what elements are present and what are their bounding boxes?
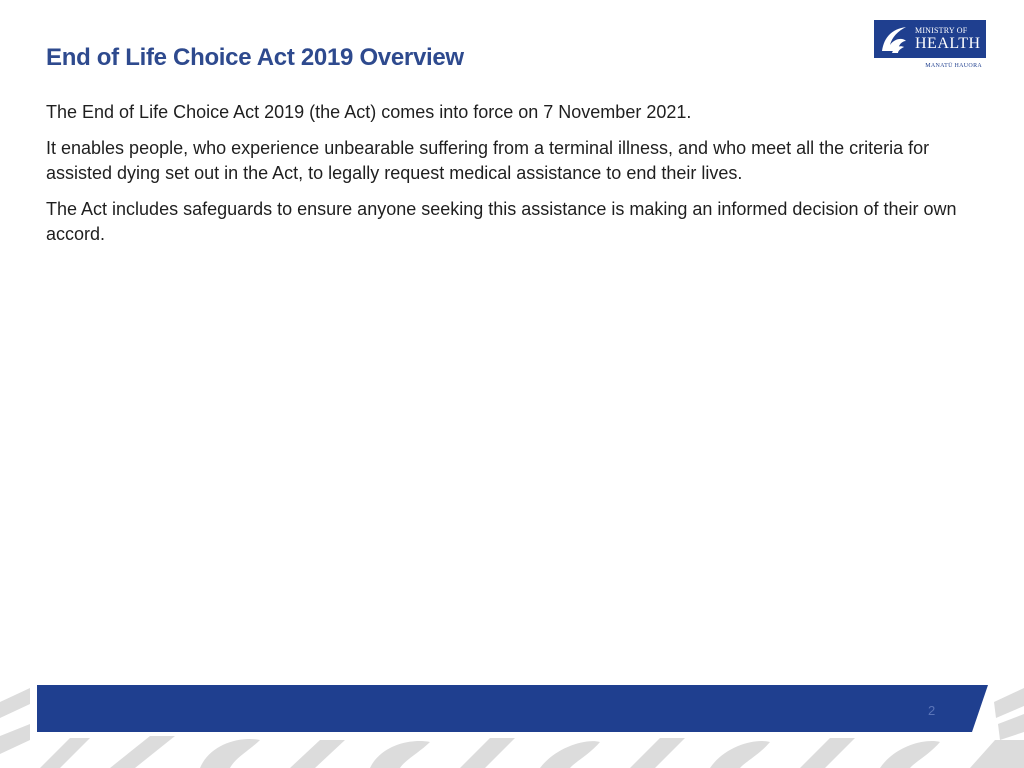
- paragraph-intro: The End of Life Choice Act 2019 (the Act) comes into force on 7 November 2021.: [46, 102, 692, 122]
- logo-line1: MINISTRY OF: [915, 26, 968, 35]
- slide-title: End of Life Choice Act 2019 Overview: [46, 44, 464, 71]
- slide-body: [46, 100, 991, 258]
- logo-box: [874, 20, 986, 58]
- paragraph-purpose: It enables people, who experience unbearable suffering from a terminal illness, and who meet all the criteria for assisted dying set out in the Act, to legally request medical assistance to end their lives.: [46, 138, 930, 183]
- page-number: 2: [928, 703, 936, 718]
- logo-line2: HEALTH: [915, 35, 981, 52]
- footer-blue-band: [37, 685, 988, 732]
- footer-band: [0, 684, 1024, 768]
- logo-subtitle: MANATŪ HAUORA: [925, 63, 982, 69]
- ministry-of-health-logo: [874, 20, 986, 72]
- koru-icon: [878, 23, 912, 55]
- paragraph-safeguards: The Act includes safeguards to ensure anyone seeking this assistance is making an informed decision of their own accord.: [46, 199, 957, 244]
